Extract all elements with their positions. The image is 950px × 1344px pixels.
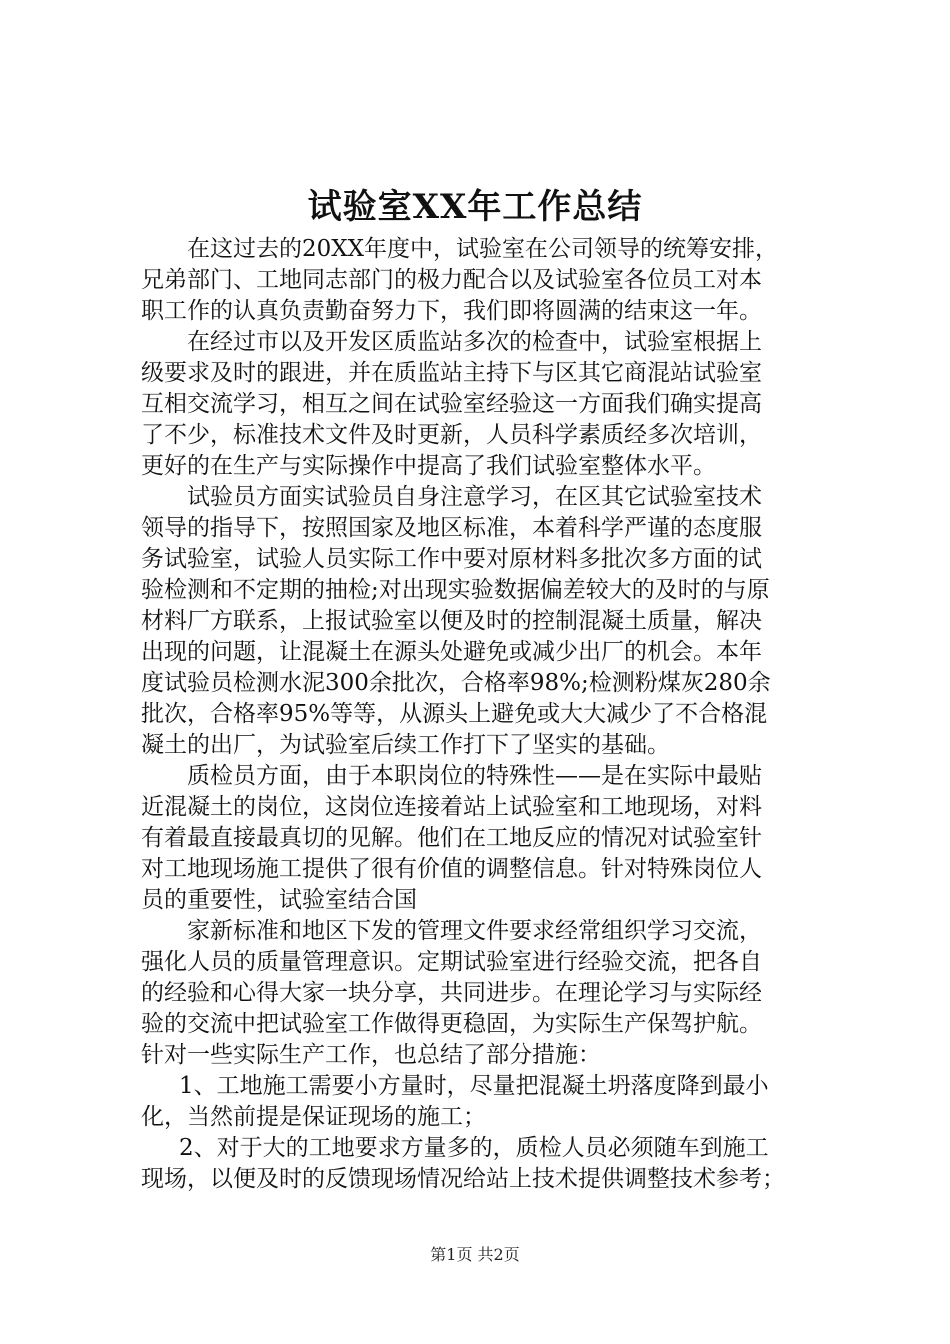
text-line: 家新标准和地区下发的管理文件要求经常组织学习交流， — [187, 918, 762, 944]
text-line: 凝土的出厂，为试验室后续工作打下了坚实的基础。 — [141, 732, 670, 758]
text-line: 员的重要性，试验室结合国 — [141, 887, 417, 913]
text-line: 质检员方面，由于本职岗位的特殊性——是在实际中最贴 — [187, 763, 762, 789]
text-line: 2、对于大的工地要求方量多的，质检人员必须随车到施工 — [179, 1135, 769, 1161]
text-line: 互相交流学习，相互之间在试验室经验这一方面我们确实提高 — [141, 391, 762, 417]
document-title: 试验室XX年工作总结 — [307, 187, 643, 227]
text-line: 了不少，标准技术文件及时更新，人员科学素质经多次培训， — [141, 422, 762, 448]
text-line: 出现的问题，让混凝土在源头处避免或减少出厂的机会。本年 — [141, 639, 762, 665]
text-line: 职工作的认真负责勤奋努力下，我们即将圆满的结束这一年。 — [141, 298, 762, 324]
text-line: 强化人员的质量管理意识。定期试验室进行经验交流，把各自 — [141, 949, 762, 975]
page-indicator: 第1页 共2页 — [430, 1245, 520, 1264]
text-line: 更好的在生产与实际操作中提高了我们试验室整体水平。 — [141, 453, 716, 479]
text-line: 度试验员检测水泥300余批次，合格率98%;检测粉煤灰280余 — [141, 670, 771, 696]
text-line: 1、工地施工需要小方量时，尽量把混凝土坍落度降到最小 — [179, 1073, 769, 1099]
text-line: 试验员方面实试验员自身注意学习，在区其它试验室技术 — [187, 484, 762, 510]
text-line: 级要求及时的跟进，并在质监站主持下与区其它商混站试验室 — [141, 360, 762, 386]
document-body — [141, 234, 831, 1195]
text-line: 的经验和心得大家一块分享，共同进步。在理论学习与实际经 — [141, 980, 762, 1006]
text-line: 领导的指导下，按照国家及地区标准，本着科学严谨的态度服 — [141, 515, 762, 541]
text-line: 近混凝土的岗位，这岗位连接着站上试验室和工地现场，对料 — [141, 794, 762, 820]
text-line: 在这过去的20XX年度中，试验室在公司领导的统筹安排， — [187, 236, 779, 262]
text-line: 有着最直接最真切的见解。他们在工地反应的情况对试验室针 — [141, 825, 762, 851]
text-line: 现场，以便及时的反馈现场情况给站上技术提供调整技术参考； — [141, 1166, 785, 1192]
text-line: 在经过市以及开发区质监站多次的检查中，试验室根据上 — [187, 329, 762, 355]
text-line: 验检测和不定期的抽检;对出现实验数据偏差较大的及时的与原 — [141, 577, 770, 603]
text-line: 对工地现场施工提供了很有价值的调整信息。针对特殊岗位人 — [141, 856, 762, 882]
text-line: 兄弟部门、工地同志部门的极力配合以及试验室各位员工对本 — [141, 267, 762, 293]
text-line: 化，当然前提是保证现场的施工； — [141, 1104, 486, 1130]
text-line: 务试验室，试验人员实际工作中要对原材料多批次多方面的试 — [141, 546, 762, 572]
text-line: 针对一些实际生产工作，也总结了部分措施： — [141, 1042, 601, 1068]
text-line: 材料厂方联系，上报试验室以便及时的控制混凝土质量，解决 — [141, 608, 762, 634]
text-line: 批次，合格率95%等等，从源头上避免或大大减少了不合格混 — [141, 701, 768, 727]
text-line: 验的交流中把试验室工作做得更稳固，为实际生产保驾护航。 — [141, 1011, 762, 1037]
